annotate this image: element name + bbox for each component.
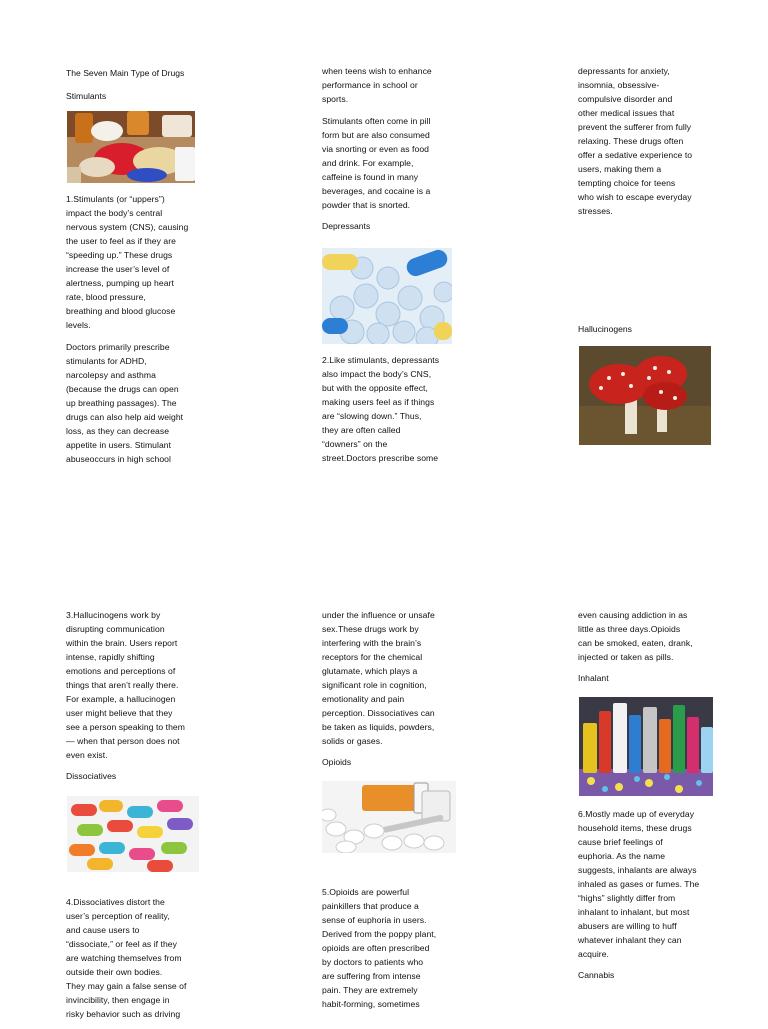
dissociatives-paragraph-1: 4.Dissociatives distort the user’s perception of reality, and cause users to “dissociate,” or feel as if they are watching themselves from outside their own bodies. They may gain a false sense of invincibility, then engage in risky behavior such as driving (66, 897, 187, 1019)
hallucinogens-paragraph: 3.Hallucinogens work by disrupting communication within the brain. Users report intense, rapidly shifting emotions and perceptions of things that aren’t really there. For example, a hallucinogen user might believe that they see a person speaking to them — when that person does not even exist. (66, 610, 185, 760)
inhalant-products-image (579, 697, 713, 796)
dissociatives-heading: Dissociatives (66, 771, 117, 781)
dissociatives-capsules-image (67, 796, 199, 872)
document-title: The Seven Main Type of Drugs (66, 68, 185, 78)
cannabis-heading: Cannabis (578, 970, 615, 980)
hallucinogens-mushroom-image (579, 346, 711, 445)
inhalant-paragraph: 6.Mostly made up of everyday household items, these drugs cause brief feelings of euphoria. As the name suggests, inhalants are always inhaled as gases or fumes. The “highs” slightly differ from inhalant to inhalant, but most abusers are willing to huff whatever inhalant they can acquire. (578, 809, 700, 959)
depressants-paragraph-2: depressants for anxiety, insomnia, obsessive- compulsive disorder and other medical issues that prevent the sufferer from fully relaxing. These drugs often offer a sedative experience to users, making them a tempting choice for teens who wish to escape everyday stresses. (578, 66, 693, 216)
top-column-1-text (66, 192, 206, 474)
bottom-column-2 (322, 608, 462, 768)
bottom-column-2-text (322, 885, 462, 1019)
depressants-paragraph-1: 2.Like stimulants, depressants also impact the body’s CNS, but with the opposite effect, making users feel as if things are “slowing down.” Thus, they are often called “downers” on the street.Doctors prescribe some (322, 355, 440, 463)
opioids-paragraph-1: 5.Opioids are powerful painkillers that produce a sense of euphoria in users. Derived from the poppy plant, opioids are often prescribed by doctors to patients who are suffering from intense pain. They are extremely habit-forming, sometimes (322, 887, 437, 1009)
hallucinogens-heading: Hallucinogens (578, 324, 632, 334)
stimulants-paragraph-3: when teens wish to enhance performance in school or sports. (322, 66, 432, 104)
top-column-2-text (322, 353, 462, 473)
opioids-pills-image (322, 781, 456, 853)
stimulants-pills-image (67, 111, 195, 183)
stimulants-paragraph-2: Doctors primarily prescribe stimulants for ADHD, narcolepsy and asthma (because the drugs can open up breathing passages). The drugs can also help aid weight loss, as they can decrease appetite in users. Stimulant abuseoccurs in high school (66, 342, 184, 464)
bottom-column-3 (578, 608, 718, 684)
opioids-paragraph-2: even causing addiction in as little as three days.Opioids can be smoked, eaten, drank, injected or taken as pills. (578, 610, 693, 662)
stimulants-paragraph-4: Stimulants often come in pill form but are also consumed via snorting or even as food and drink. For example, caffeine is found in many beverages, and cocaine is a powder that is snorted. (322, 116, 431, 210)
top-column-2 (322, 64, 462, 232)
depressants-heading: Depressants (322, 221, 371, 231)
inhalant-heading: Inhalant (578, 673, 609, 683)
top-column-3 (578, 64, 718, 226)
opioids-heading: Opioids (322, 757, 352, 767)
dissociatives-paragraph-2: under the influence or unsafe sex.These drugs work by interfering with the brain’s receptors for the chemical glutamate, which plays a significant role in cognition, emotionality and pain perception. Dissociatives can be taken as liquids, powders, solids or gases. (322, 610, 435, 746)
depressants-pills-image (322, 248, 452, 344)
hallucinogens-heading-wrap (578, 323, 718, 335)
bottom-column-3-text (578, 807, 718, 981)
stimulants-heading: Stimulants (66, 91, 107, 101)
stimulants-paragraph-1: 1.Stimulants (or “uppers”) impact the body’s central nervous system (CNS), causing the user to feel as if they are “speeding up.” These drugs increase the user’s level of alertness, pumping up heart rate, blood pressure, breathing and blood glucose levels. (66, 194, 189, 330)
bottom-column-1-text (66, 895, 206, 1029)
top-column-1 (66, 67, 206, 102)
bottom-column-1 (66, 608, 206, 782)
